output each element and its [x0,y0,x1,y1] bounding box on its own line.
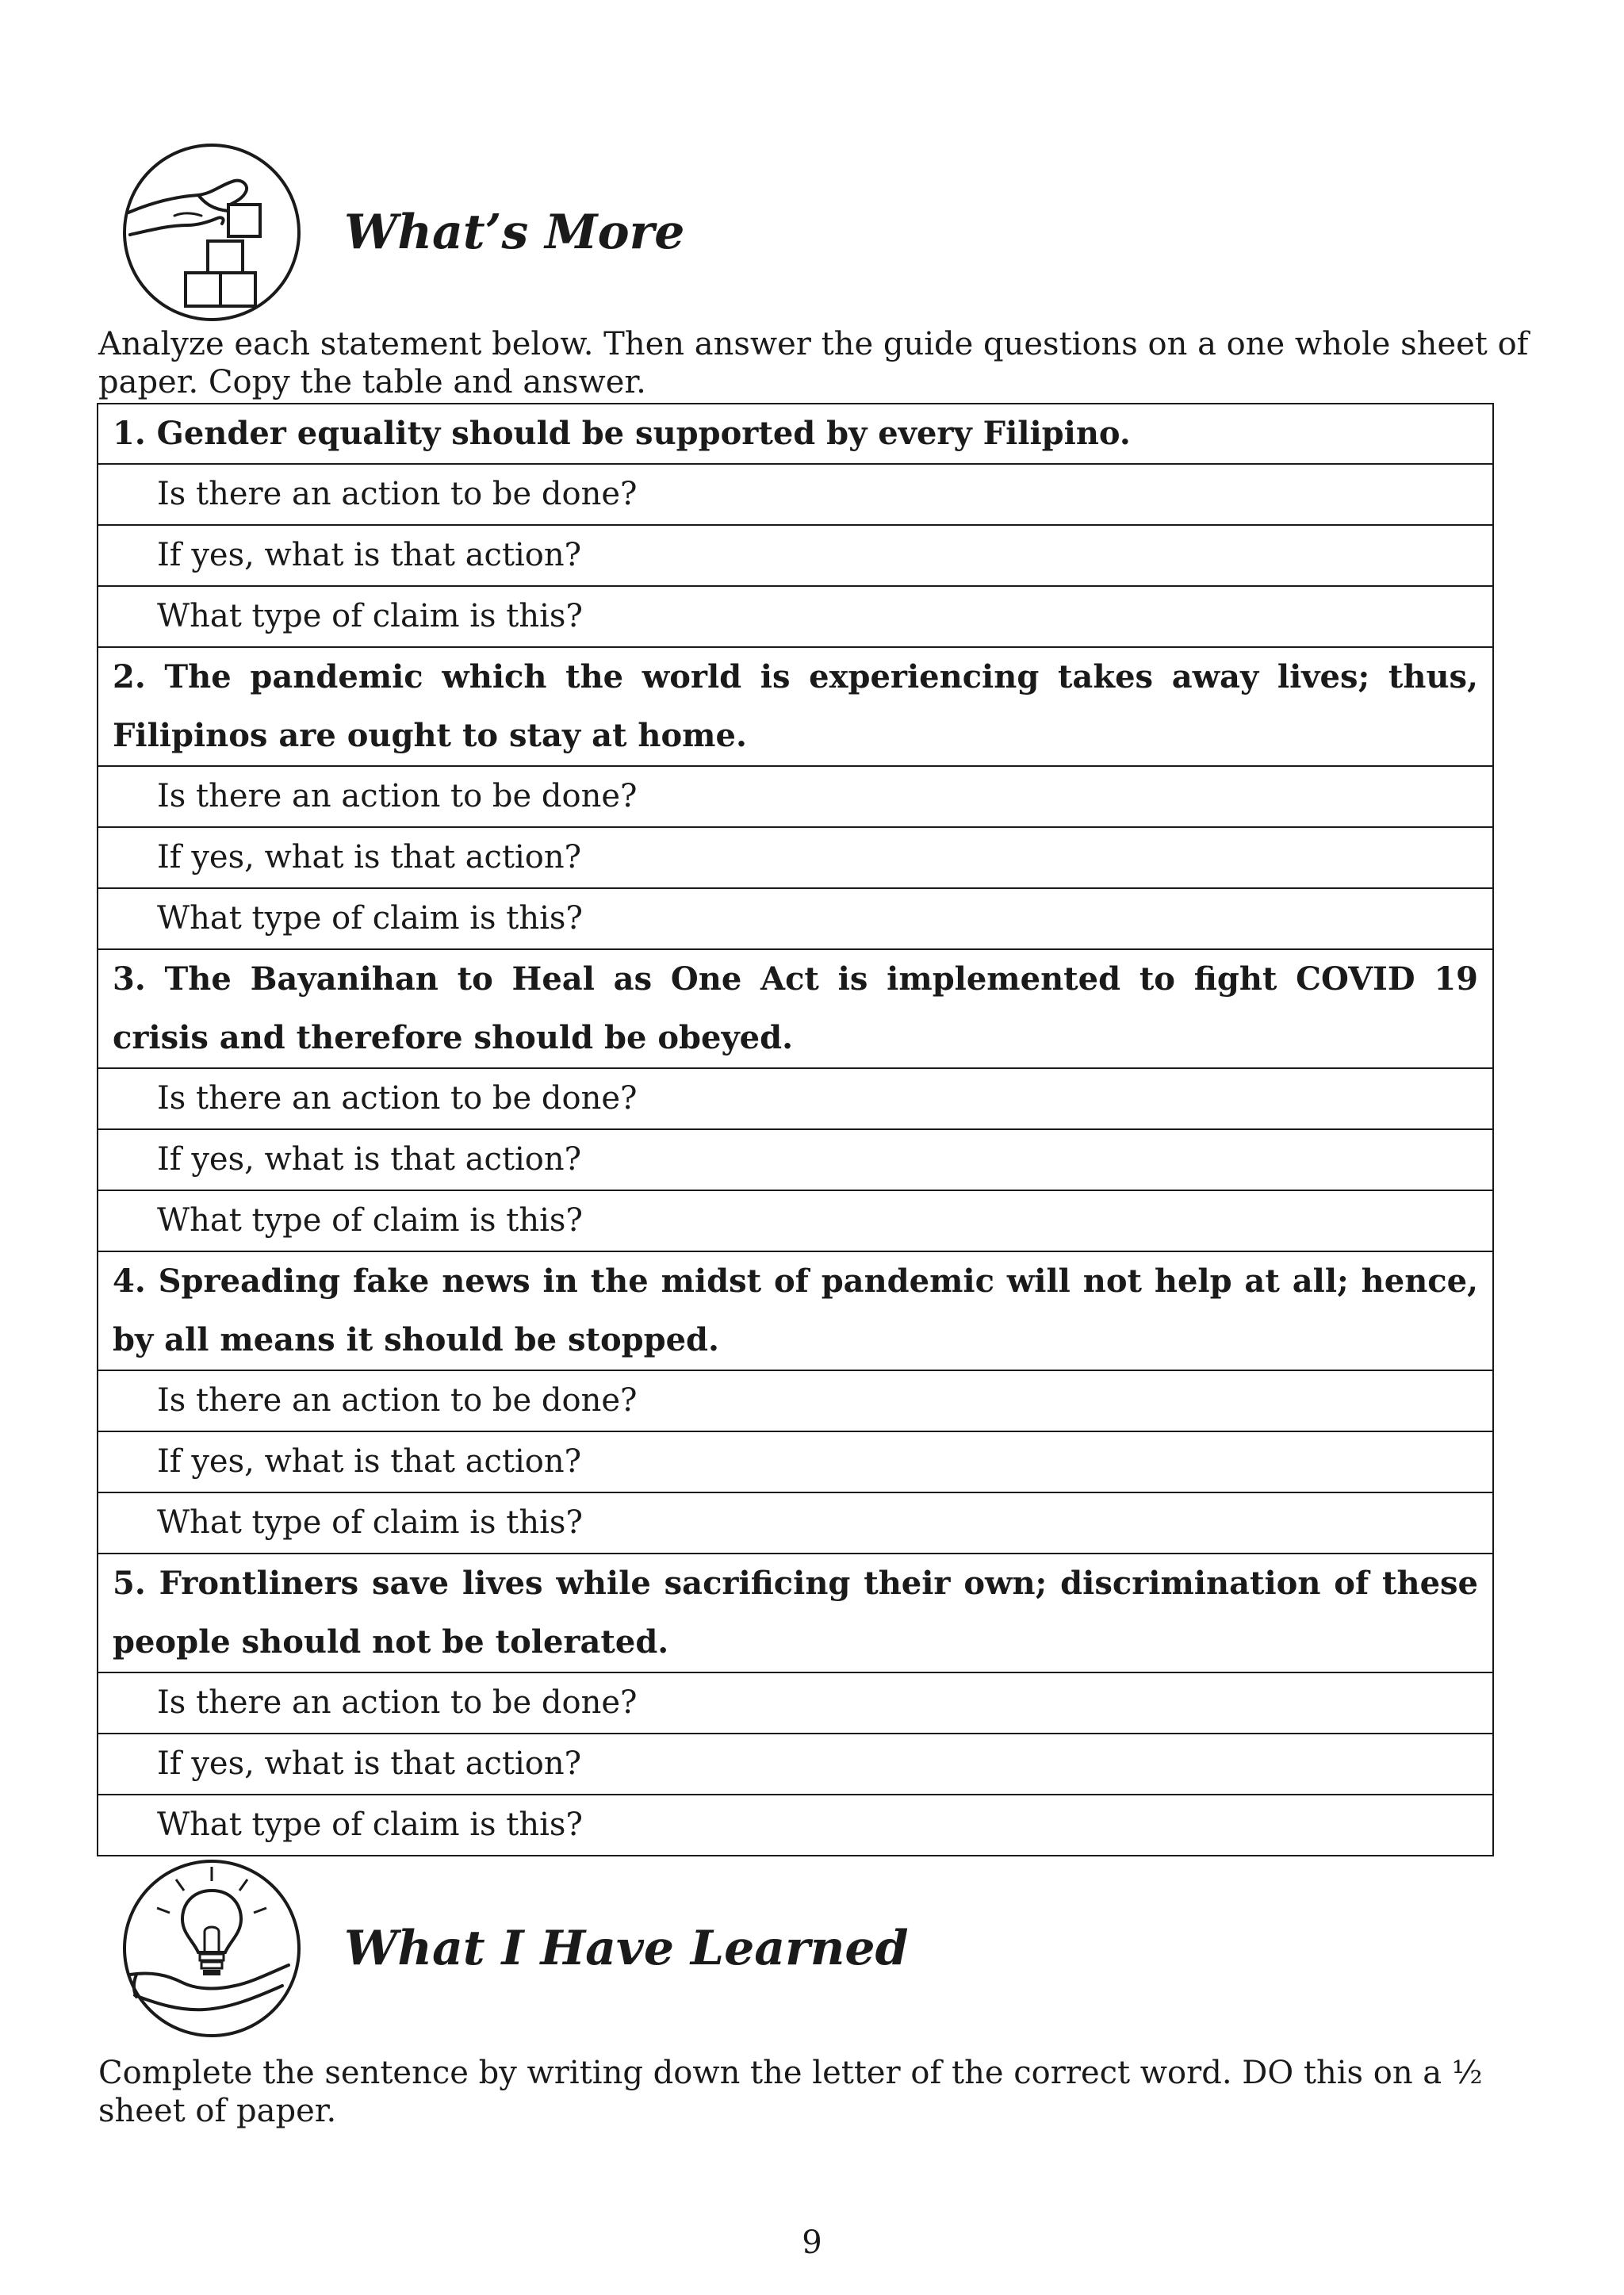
table-row [98,647,1493,766]
table-row [98,1431,1493,1492]
table-row [98,1492,1493,1554]
question-what-action: If yes, what is that action? [98,1734,1493,1795]
what-i-have-learned-title: What I Have Learned [344,1921,909,1976]
question-what-action: If yes, what is that action? [98,827,1493,888]
statement-5: 5. Frontliners save lives while sacrificing their own; discrimination of these people should not be tolerated. [98,1554,1493,1672]
claims-table [97,403,1494,1856]
whats-more-instructions: Analyze each statement below. Then answer the guide questions on a one whole sheet of paper. Copy the table and answer. [98,326,1529,400]
question-claim-type: What type of claim is this? [98,586,1493,647]
table-row [98,586,1493,647]
table-row [98,888,1493,949]
question-claim-type: What type of claim is this? [98,1795,1493,1856]
table-row [98,464,1493,525]
whats-more-title: What’s More [344,205,685,260]
table-row [98,1734,1493,1795]
question-what-action: If yes, what is that action? [98,525,1493,586]
table-row [98,1251,1493,1370]
page-number: 9 [802,2224,822,2261]
what-i-have-learned-instructions: Complete the sentence by writing down the letter of the correct word. DO this on a ½ sheet of paper. [98,2055,1483,2129]
table-row [98,1129,1493,1190]
question-claim-type: What type of claim is this? [98,1190,1493,1251]
question-action: Is there an action to be done? [98,766,1493,827]
table-row [98,1370,1493,1431]
question-action: Is there an action to be done? [98,1672,1493,1734]
lightbulb-in-hand-icon [119,1856,304,2041]
whats-more-header [119,140,684,325]
table-row [98,827,1493,888]
table-row [98,1795,1493,1856]
hand-stacking-blocks-icon [119,140,304,325]
table-row [98,1672,1493,1734]
question-action: Is there an action to be done? [98,464,1493,525]
statement-2: 2. The pandemic which the world is experiencing takes away lives; thus, Filipinos are ought to stay at home. [98,647,1493,766]
question-claim-type: What type of claim is this? [98,888,1493,949]
question-action: Is there an action to be done? [98,1068,1493,1129]
statement-4: 4. Spreading fake news in the midst of pandemic will not help at all; hence, by all means it should be stopped. [98,1251,1493,1370]
what-i-have-learned-header [119,1856,909,2041]
table-row [98,949,1493,1068]
table-row [98,1068,1493,1129]
table-row [98,766,1493,827]
table-row [98,525,1493,586]
table-row [98,1190,1493,1251]
statement-1: 1. Gender equality should be supported by every Filipino. [98,404,1493,464]
statement-3: 3. The Bayanihan to Heal as One Act is implemented to fight COVID 19 crisis and therefore should be obeyed. [98,949,1493,1068]
question-claim-type: What type of claim is this? [98,1492,1493,1554]
table-row [98,1554,1493,1672]
question-action: Is there an action to be done? [98,1370,1493,1431]
question-what-action: If yes, what is that action? [98,1431,1493,1492]
question-what-action: If yes, what is that action? [98,1129,1493,1190]
table-row [98,404,1493,464]
